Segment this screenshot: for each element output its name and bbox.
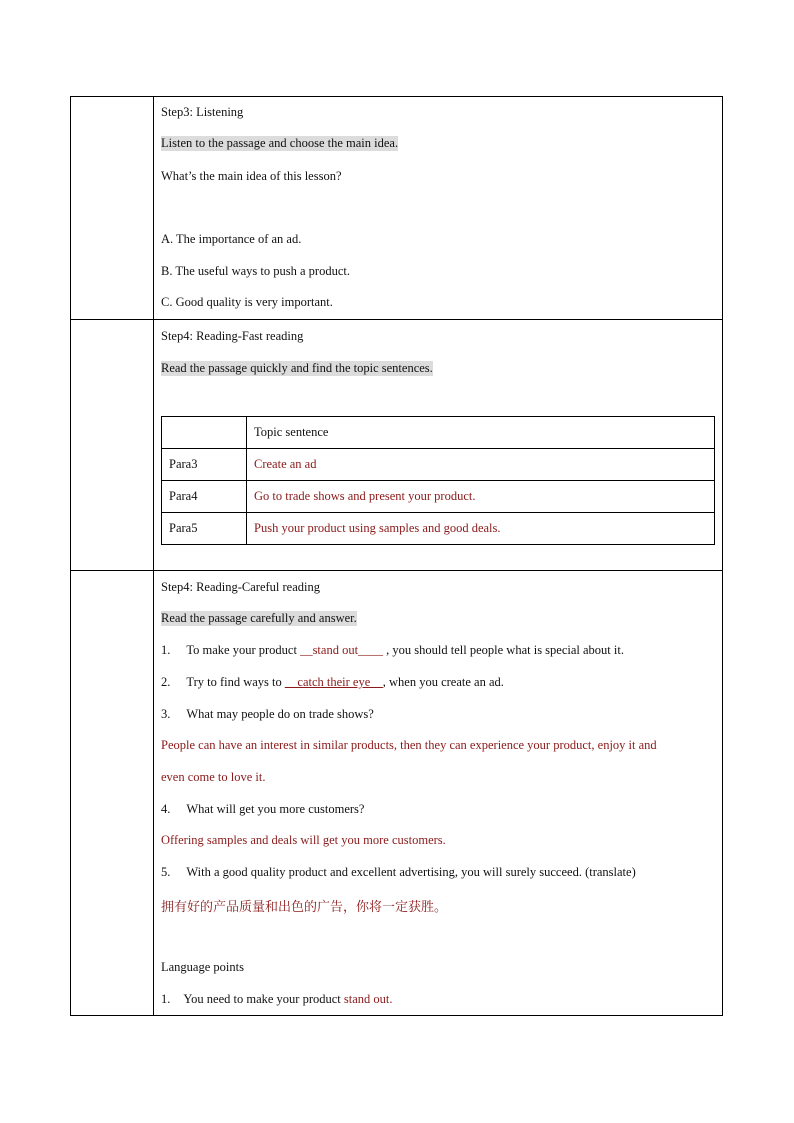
topic-sentence: Push your product using samples and good deals. — [247, 513, 715, 545]
q4-answer: Offering samples and deals will get you more customers. — [161, 833, 446, 847]
step4-fast-instruction: Read the passage quickly and find the topic sentences. — [161, 361, 433, 375]
q4-text: What will get you more customers? — [186, 802, 365, 816]
topic-sentence: Go to trade shows and present your product. — [247, 481, 715, 513]
step4-careful-heading: Step4: Reading-Careful reading — [161, 580, 320, 594]
lp1-text: You need to make your product — [183, 992, 344, 1006]
step3-question: What’s the main idea of this lesson? — [161, 169, 342, 183]
left-cell — [71, 97, 154, 320]
q2-number: 2. — [161, 675, 171, 689]
left-cell — [71, 320, 154, 571]
left-cell — [71, 571, 154, 1016]
q2-text-pre: Try to find ways to — [186, 675, 285, 689]
option-b: B. The useful ways to push a product. — [161, 264, 350, 278]
table-row — [162, 481, 715, 513]
q1-number: 1. — [161, 643, 171, 657]
row-step4-careful — [71, 571, 723, 1016]
content-cell-step4-careful — [154, 571, 723, 1016]
lp1-highlight: stand out. — [343, 992, 393, 1006]
lp1-number: 1. — [161, 992, 171, 1006]
topic-sentence: Create an ad — [247, 449, 715, 481]
q3-number: 3. — [161, 707, 171, 721]
q1-text-pre: To make your product — [186, 643, 301, 657]
para-label: Para4 — [162, 481, 247, 513]
step4-fast-heading: Step4: Reading-Fast reading — [161, 329, 304, 343]
topic-sentence-table — [161, 416, 715, 545]
question-3 — [161, 707, 374, 722]
q3-answer-line2: even come to love it. — [161, 770, 266, 784]
option-c: C. Good quality is very important. — [161, 295, 333, 309]
q2-answer: __catch their eye__ — [284, 675, 383, 689]
topic-table-header — [162, 417, 715, 449]
step4-careful-instruction: Read the passage carefully and answer. — [161, 611, 357, 625]
question-2 — [161, 675, 504, 690]
table-row — [162, 513, 715, 545]
step3-heading: Step3: Listening — [161, 105, 244, 119]
q1-text-post: , you should tell people what is special about it. — [383, 643, 624, 657]
q4-number: 4. — [161, 802, 171, 816]
para-label: Para3 — [162, 449, 247, 481]
question-4 — [161, 802, 364, 817]
row-step3 — [71, 97, 723, 320]
header-topic-sentence: Topic sentence — [247, 417, 715, 449]
row-step4-fast — [71, 320, 723, 571]
content-cell-step4-fast — [154, 320, 723, 571]
option-a: A. The importance of an ad. — [161, 232, 302, 246]
q1-answer: __stand out____ — [300, 643, 384, 657]
q3-text: What may people do on trade shows? — [186, 707, 374, 721]
language-point-1 — [161, 992, 393, 1007]
language-points-heading: Language points — [161, 960, 244, 974]
lesson-plan-table — [70, 96, 723, 1016]
question-5 — [161, 865, 636, 880]
question-1 — [161, 643, 624, 658]
q2-text-post: , when you create an ad. — [382, 675, 504, 689]
q5-number: 5. — [161, 865, 171, 879]
table-row — [162, 449, 715, 481]
q5-text: With a good quality product and excellent advertising, you will surely succeed. (translate) — [186, 865, 636, 879]
header-empty-cell — [162, 417, 247, 449]
para-label: Para5 — [162, 513, 247, 545]
q3-answer-line1: People can have an interest in similar products, then they can experience your product, enjoy it and — [161, 738, 657, 752]
q5-answer: 拥有好的产品质量和出色的广告，你将一定获胜。 — [161, 900, 448, 915]
step3-instruction: Listen to the passage and choose the main idea. — [161, 136, 399, 150]
content-cell-step3 — [154, 97, 723, 320]
